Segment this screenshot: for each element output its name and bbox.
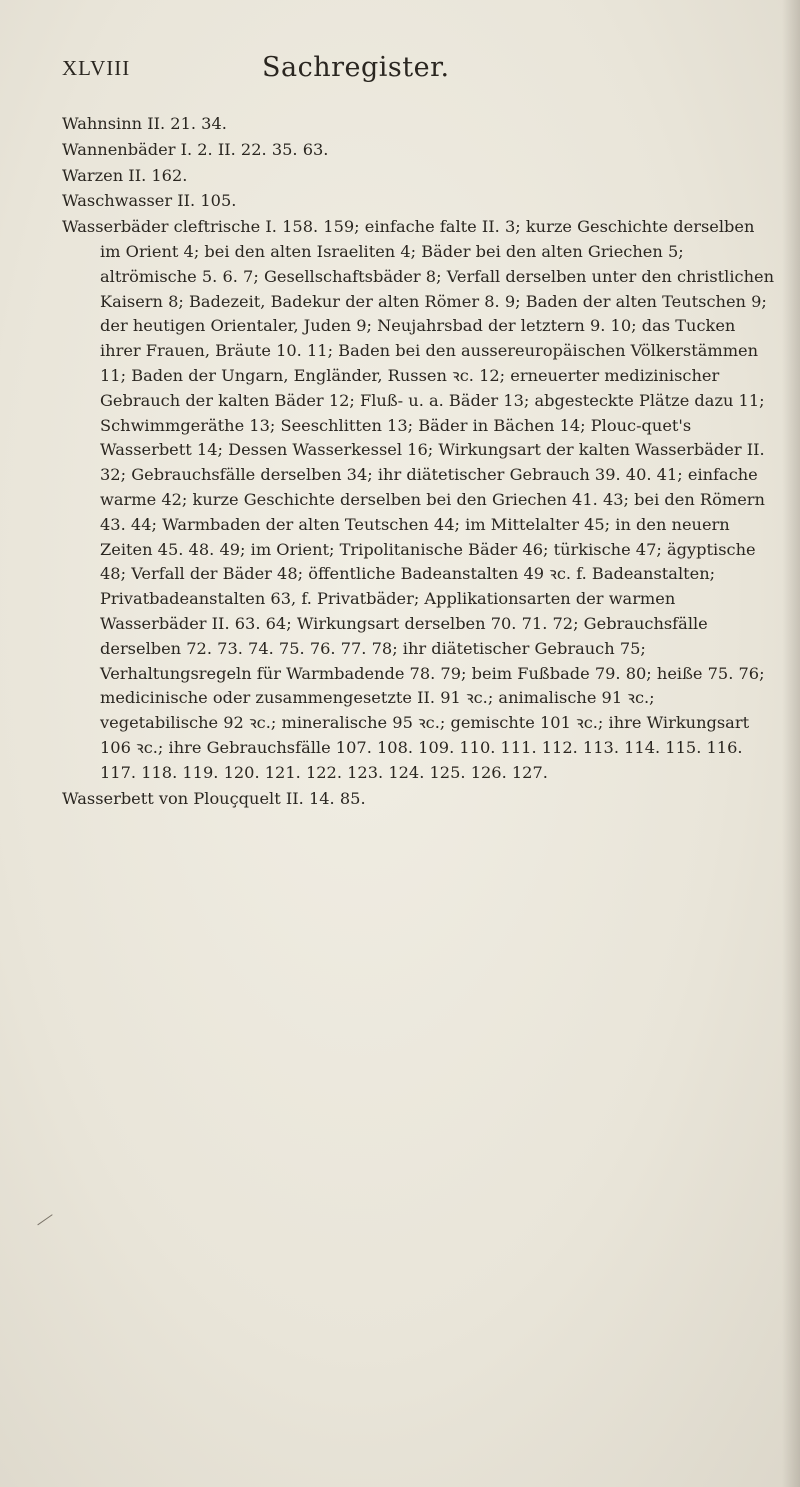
running-title: Sachregister.: [262, 52, 450, 83]
index-entry: Warzen II. 162.: [62, 165, 188, 185]
page-number: XLVIII: [62, 56, 131, 80]
index-entry: Waschwasser II. 105.: [62, 191, 237, 211]
page-header: [62, 52, 622, 92]
page-edge-shadow: [782, 0, 800, 1487]
index-entry: Wahnsinn II. 21. 34.: [62, 114, 227, 133]
index-entry: Wannenbäder I. 2. II. 22. 35. 63.: [62, 139, 329, 159]
index-entry: Wasserbett von Plouçquelt II. 14. 85.: [62, 788, 366, 808]
margin-mark: [37, 1214, 60, 1237]
index-entries: [62, 112, 777, 811]
index-entry: Wasserbäder cleftrische I. 158. 159; einfache falte II. 3; kurze Geschichte derselben im Orient 4; bei den alten Israeliten 4; Bäder bei den alten Griechen 5; altrömische 5. 6. 7; Gesellschaftsbäder 8; Verfall derselben unter den christlichen Kaisern 8; Badezeit, Badekur der alten Römer 8. 9; Baden der alten Teutschen 9; der heutigen Orientaler, Juden 9; Neujahrsbad der letztern 9. 10; das Tucken ihrer Frauen, Bräute 10. 11; Baden bei den aussereuropäischen Völkerstämmen 11; Baden der Ungarn, Engländer, Russen ꝛc. 12; erneuerter medizinischer Gebrauch der kalten Bäder 12; Fluß- u. a. Bäder 13; abgesteckte Plätze dazu 11; Schwimmgeräthe 13; Seeschlitten 13; Bäder in Bächen 14; Plouc-quet's Wasserbett 14; Dessen Wasserkessel 16; Wirkungsart der kalten Wasserbäder II. 32; Gebrauchsfälle derselben 34; ihr diätetischer Gebrauch 39. 40. 41; einfache warme 42; kurze Geschichte derselben bei den Griechen 41. 43; bei den Römern 43. 44; Warmbaden der alten Teutschen 44; im Mittelalter 45; in den neuern Zeiten 45. 48. 49; im Orient; Tripolitanische Bäder 46; türkische 47; ägyptische 48; Verfall der Bäder 48; öffentliche Badeanstalten 49 ꝛc. f. Badeanstalten; Privatbadeanstalten 63, f. Privatbäder; Applikationsarten der warmen Wasserbäder II. 63. 64; Wirkungsart derselben 70. 71. 72; Gebrauchsfälle derselben 72. 73. 74. 75. 76. 77. 78; ihr diätetischer Gebrauch 75; Verhaltungsregeln für Warmbadende 78. 79; beim Fußbade 79. 80; heiße 75. 76; medicinische oder zusammengesetzte II. 91 ꝛc.; animalische 91 ꝛc.; vegetabilische 92 ꝛc.; mineralische 95 ꝛc.; gemischte 101 ꝛc.; ihre Wirkungsart 106 ꝛc.; ihre Gebrauchsfälle 107. 108. 109. 110. 111. 112. 113. 114. 115. 116. 117. 118. 119. 120. 121. 122. 123. 124. 125. 126. 127.: [62, 217, 775, 782]
